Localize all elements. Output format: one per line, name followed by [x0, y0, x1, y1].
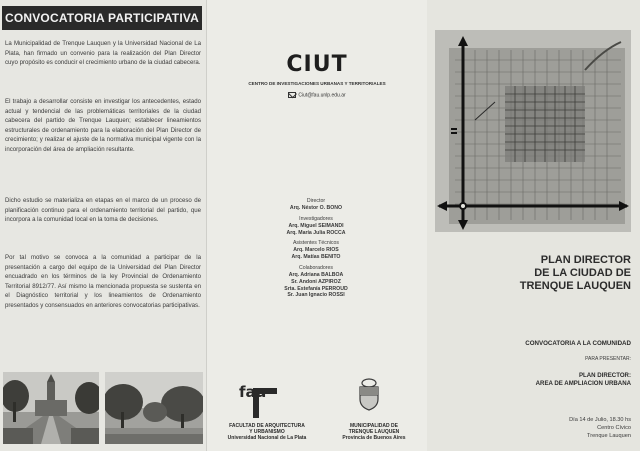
park-photo: [105, 372, 203, 444]
mail-icon: [288, 92, 296, 98]
muni-caption-line: Provincia de Buenos Aires: [342, 435, 406, 441]
collaborator-name: Arq. Adriana BALBOA: [288, 271, 344, 278]
director-role: Director: [306, 198, 326, 204]
fau-caption: [217, 423, 317, 441]
title-line: TRENQUE LAUQUEN: [519, 280, 631, 292]
paragraph-work: El trabajo a desarrollar consiste en investigar los antecedentes, estado actual y tendencial de las problemáticas territoriales de la ciudad cabecera del partido de Trenque Lauquen; establecer lineamientos estructurales de ordenamiento para la elaboración del Plan Director de crecimiento; y realizar el ajuste de la normativa municipal vigente con la incorporación del área de ampliación resultante.: [5, 98, 201, 153]
collaborator-name: Srta. Estefanía PERROUD: [284, 285, 348, 292]
fau-logo: fau: [239, 383, 267, 401]
ciut-subtitle: CENTRO DE INVESTIGACIONES URBANAS Y TERRITORIALES: [248, 81, 386, 86]
collaborator-name: Sr. Andoni AZPIROZ: [291, 278, 341, 285]
paragraph-stages: Dicho estudio se materializa en etapas en el marco de un proceso de planificación continuo para el ordenamiento territorial del partido, que incorpora a la comunidad local en la toma de decisiones.: [5, 197, 201, 224]
muni-caption: [335, 423, 413, 441]
collaborators-role: Colaboradores: [298, 264, 334, 271]
assistant-name: Arq. Marcelo RIOS: [293, 247, 339, 254]
fau-caption-line: FACULTAD DE ARQUITECTURA: [229, 423, 305, 429]
shield-icon: [357, 377, 381, 411]
email-text: Ciut@fau.unlp.edu.ar: [298, 92, 346, 99]
left-panel: [0, 0, 206, 451]
ciut-logo: CIUT: [286, 52, 348, 77]
investigator-name: Arq. Miguel SEIMANDI: [288, 222, 344, 229]
center-panel: [206, 0, 428, 451]
collaborator-name: Sr. Juan Ignacio ROSSI: [287, 292, 345, 299]
investigator-name: Arq. María Julia ROCCA: [286, 229, 346, 236]
church-photo: [3, 372, 99, 444]
event-city: Trenque Lauquen: [587, 433, 631, 439]
fau-caption-line: Y URBANISMO: [249, 429, 285, 435]
event-details: [435, 416, 631, 440]
team-credits: [207, 194, 425, 299]
banner-title: CONVOCATORIA PARTICIPATIVA: [2, 6, 202, 30]
fau-caption-line: Universidad Nacional de La Plata: [227, 435, 307, 441]
investigators-role: Investigadores: [299, 215, 333, 222]
assistant-name: Arq. Matías BENITO: [291, 254, 341, 261]
right-panel: [427, 0, 640, 451]
assistants-role: Asistentes Técnicos: [292, 240, 340, 247]
event-place: Centro Cívico: [597, 425, 631, 431]
city-map: [435, 30, 631, 232]
muni-caption-line: TRENQUE LAUQUEN: [348, 429, 400, 435]
plan-subject: [435, 372, 631, 388]
title-line: PLAN DIRECTOR: [540, 254, 631, 266]
director-name: Arq. Néstor O. BONO: [289, 205, 343, 211]
plan-line: AREA DE AMPLIACION URBANA: [535, 380, 631, 387]
para-presentar-label: PARA PRESENTAR:: [585, 356, 631, 362]
title-line: DE LA CIUDAD DE: [534, 267, 631, 279]
plan-title: [435, 254, 631, 293]
plan-line: PLAN DIRECTOR:: [578, 372, 631, 379]
muni-caption-line: MUNICIPALIDAD DE: [350, 423, 398, 429]
event-date: Día 14 de Julio, 18.30 hs: [569, 417, 631, 423]
paragraph-call: Por tal motivo se convoca a la comunidad a participar de la presentación a cargo del equipo de la Universidad del Plan Director encuadrado en los términos de la ley Provincial de Ordenamiento Territorial 8912/77. Así mismo la mencionada propuesta se sustenta en el Diagnóstico territorial y los lineamientos de Ordenamiento presentados y consensuados en anteriores convocatorias participativas.: [5, 254, 201, 309]
ciut-email[interactable]: [207, 92, 427, 98]
convocatoria-heading: CONVOCATORIA A LA COMUNIDAD: [525, 340, 631, 347]
paragraph-intro: La Municipalidad de Trenque Lauquen y la Universidad Nacional de La Plata, han firmado un convenio para la realización del Plan Director cuyo propósito es conducir el crecimiento urbano de la ciudad cabecera.: [5, 40, 201, 67]
